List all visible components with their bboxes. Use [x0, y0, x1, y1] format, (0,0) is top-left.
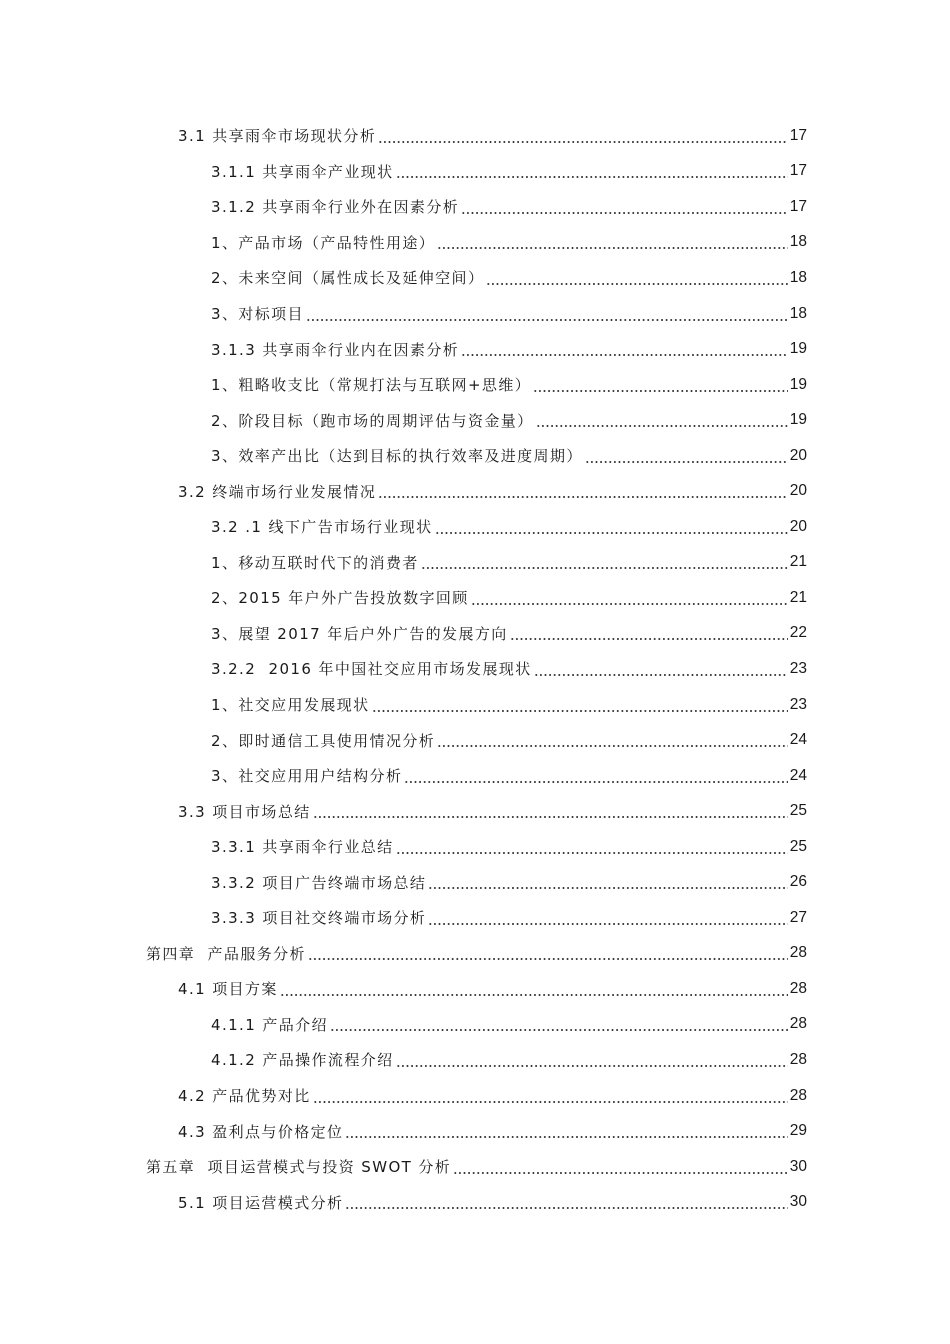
toc-entry[interactable]	[0, 402, 950, 438]
toc-entry[interactable]	[0, 651, 950, 687]
toc-entry-title: 3.1.2 共享雨伞行业外在因素分析	[211, 198, 460, 217]
toc-entry-title: 3、对标项目	[211, 305, 304, 323]
toc-page-number: 19	[789, 340, 807, 358]
toc-leader-dots	[471, 588, 788, 608]
toc-page-number: 22	[789, 624, 807, 642]
toc-entry[interactable]	[0, 296, 950, 332]
toc-entry-title: 3.1.3 共享雨伞行业内在因素分析	[211, 340, 460, 359]
toc-leader-dots	[308, 943, 788, 963]
toc-page-number: 21	[789, 553, 807, 571]
toc-entry[interactable]	[0, 225, 950, 261]
toc-leader-dots	[396, 161, 788, 181]
toc-entry[interactable]	[0, 580, 950, 616]
toc-entry[interactable]	[0, 971, 950, 1007]
toc-leader-dots	[280, 979, 788, 999]
toc-entry-title: 3.3.2 项目广告终端市场总结	[211, 873, 427, 892]
toc-leader-dots	[372, 695, 788, 715]
toc-entry-title: 4.1.2 产品操作流程介绍	[211, 1051, 394, 1070]
toc-page-number: 17	[789, 126, 807, 144]
toc-page-number: 28	[789, 979, 807, 997]
toc-entry-title: 4.1.1 产品介绍	[211, 1015, 328, 1034]
toc-entry-title: 2、2015 年户外广告投放数字回顾	[211, 589, 469, 608]
toc-entry[interactable]	[0, 1007, 950, 1043]
toc-entry[interactable]	[0, 616, 950, 652]
toc-entry[interactable]	[0, 758, 950, 794]
toc-page-number: 19	[789, 375, 807, 393]
toc-entry[interactable]	[0, 545, 950, 581]
toc-page-number: 20	[789, 482, 807, 500]
toc-entry[interactable]	[0, 1149, 950, 1185]
toc-entry-title: 1、移动互联时代下的消费者	[211, 553, 419, 572]
toc-page-number: 20	[789, 446, 807, 464]
toc-entry-title: 第五章 项目运营模式与投资 SWOT 分析	[146, 1158, 452, 1177]
toc-entry[interactable]	[0, 509, 950, 545]
toc-entry-title: 2、未来空间（属性成长及延伸空间）	[211, 269, 485, 288]
toc-entry[interactable]	[0, 118, 950, 154]
toc-page-number: 29	[789, 1122, 807, 1140]
toc-entry-title: 4.2 产品优势对比	[178, 1087, 311, 1106]
toc-entry[interactable]	[0, 722, 950, 758]
toc-leader-dots	[378, 126, 788, 146]
toc-entry-title: 4.3 盈利点与价格定位	[178, 1122, 344, 1141]
toc-entry-title: 第四章 产品服务分析	[146, 944, 306, 963]
toc-entry-title: 1、社交应用发展现状	[211, 696, 370, 715]
toc-entry[interactable]	[0, 793, 950, 829]
toc-page-number: 28	[789, 944, 807, 962]
toc-entry-title: 3.1.1 共享雨伞产业现状	[211, 162, 394, 181]
toc-leader-dots	[345, 1192, 787, 1212]
toc-entry-title: 2、阶段目标（跑市场的周期评估与资金量）	[211, 411, 534, 430]
toc-page-number: 17	[789, 162, 807, 180]
toc-page-number: 20	[789, 517, 807, 535]
toc-leader-dots	[345, 1121, 787, 1141]
toc-page-number: 30	[789, 1193, 807, 1211]
toc-leader-dots	[404, 766, 787, 786]
toc-entry-title: 1、产品市场（产品特性用途）	[211, 233, 436, 252]
toc-entry[interactable]	[0, 1042, 950, 1078]
toc-entry-title: 1、粗略收支比（常规打法与互联网+思维）	[211, 376, 532, 395]
toc-entry-title: 3.3 项目市场总结	[178, 802, 311, 821]
toc-entry[interactable]	[0, 331, 950, 367]
toc-page-number: 28	[789, 1015, 807, 1033]
toc-entry-title: 2、即时通信工具使用情况分析	[211, 731, 436, 750]
toc-entry-title: 3.2 .1 线下广告市场行业现状	[211, 518, 433, 537]
toc-entry[interactable]	[0, 687, 950, 723]
toc-leader-dots	[437, 730, 788, 750]
toc-leader-dots	[313, 801, 788, 821]
toc-page-number: 23	[789, 659, 807, 677]
toc-leader-dots	[306, 304, 788, 324]
toc-page-number: 24	[789, 766, 807, 784]
toc-entry[interactable]	[0, 1078, 950, 1114]
toc-entry[interactable]	[0, 367, 950, 403]
toc-entry[interactable]	[0, 1113, 950, 1149]
toc-page-number: 24	[789, 731, 807, 749]
toc-leader-dots	[510, 623, 788, 643]
toc-entry-title: 4.1 项目方案	[178, 980, 278, 999]
toc-page-number: 18	[789, 304, 807, 322]
toc-leader-dots	[435, 517, 788, 537]
toc-entry-title: 3.1 共享雨伞市场现状分析	[178, 127, 377, 146]
toc-entry[interactable]	[0, 154, 950, 190]
toc-entry-title: 3、社交应用用户结构分析	[211, 767, 403, 786]
toc-entry-title: 5.1 项目运营模式分析	[178, 1193, 344, 1212]
toc-leader-dots	[330, 1014, 788, 1034]
toc-page-number: 30	[789, 1157, 807, 1175]
toc-entry-title: 3.2.2 2016 年中国社交应用市场发展现状	[211, 660, 532, 679]
toc-page-number: 26	[789, 873, 807, 891]
toc-leader-dots	[378, 481, 788, 501]
toc-leader-dots	[396, 837, 788, 857]
toc-page-number: 19	[789, 411, 807, 429]
toc-leader-dots	[453, 1157, 788, 1177]
toc-leader-dots	[428, 908, 787, 928]
toc-entry-title: 3、展望 2017 年后户外广告的发展方向	[211, 624, 508, 643]
toc-page-number: 28	[789, 1086, 807, 1104]
toc-leader-dots	[461, 339, 788, 359]
table-of-contents	[0, 118, 950, 1220]
toc-page-number: 25	[789, 837, 807, 855]
toc-entry[interactable]	[0, 936, 950, 972]
toc-entry-title: 3.3.3 项目社交终端市场分析	[211, 909, 427, 928]
toc-page-number: 17	[789, 197, 807, 215]
toc-entry-title: 3.3.1 共享雨伞行业总结	[211, 838, 394, 857]
toc-entry[interactable]	[0, 189, 950, 225]
toc-entry-title: 3、效率产出比（达到目标的执行效率及进度周期）	[211, 447, 583, 466]
toc-leader-dots	[486, 268, 787, 288]
toc-entry[interactable]	[0, 900, 950, 936]
toc-entry[interactable]	[0, 260, 950, 296]
toc-leader-dots	[313, 1086, 788, 1106]
toc-leader-dots	[534, 659, 788, 679]
toc-page-number: 18	[789, 268, 807, 286]
toc-entry[interactable]	[0, 864, 950, 900]
toc-page-number: 23	[789, 695, 807, 713]
toc-leader-dots	[536, 410, 788, 430]
toc-leader-dots	[437, 232, 788, 252]
toc-entry[interactable]	[0, 438, 950, 474]
toc-leader-dots	[585, 446, 788, 466]
toc-leader-dots	[396, 1050, 788, 1070]
toc-entry-title: 3.2 终端市场行业发展情况	[178, 482, 377, 501]
toc-leader-dots	[533, 375, 788, 395]
toc-entry[interactable]	[0, 829, 950, 865]
toc-entry[interactable]	[0, 473, 950, 509]
toc-page-number: 18	[789, 233, 807, 251]
toc-leader-dots	[461, 197, 788, 217]
toc-page-number: 28	[789, 1050, 807, 1068]
toc-page-number: 27	[789, 908, 807, 926]
toc-page-number: 25	[789, 802, 807, 820]
toc-leader-dots	[428, 872, 787, 892]
toc-page-number: 21	[789, 588, 807, 606]
toc-entry[interactable]	[0, 1184, 950, 1220]
toc-leader-dots	[421, 552, 788, 572]
